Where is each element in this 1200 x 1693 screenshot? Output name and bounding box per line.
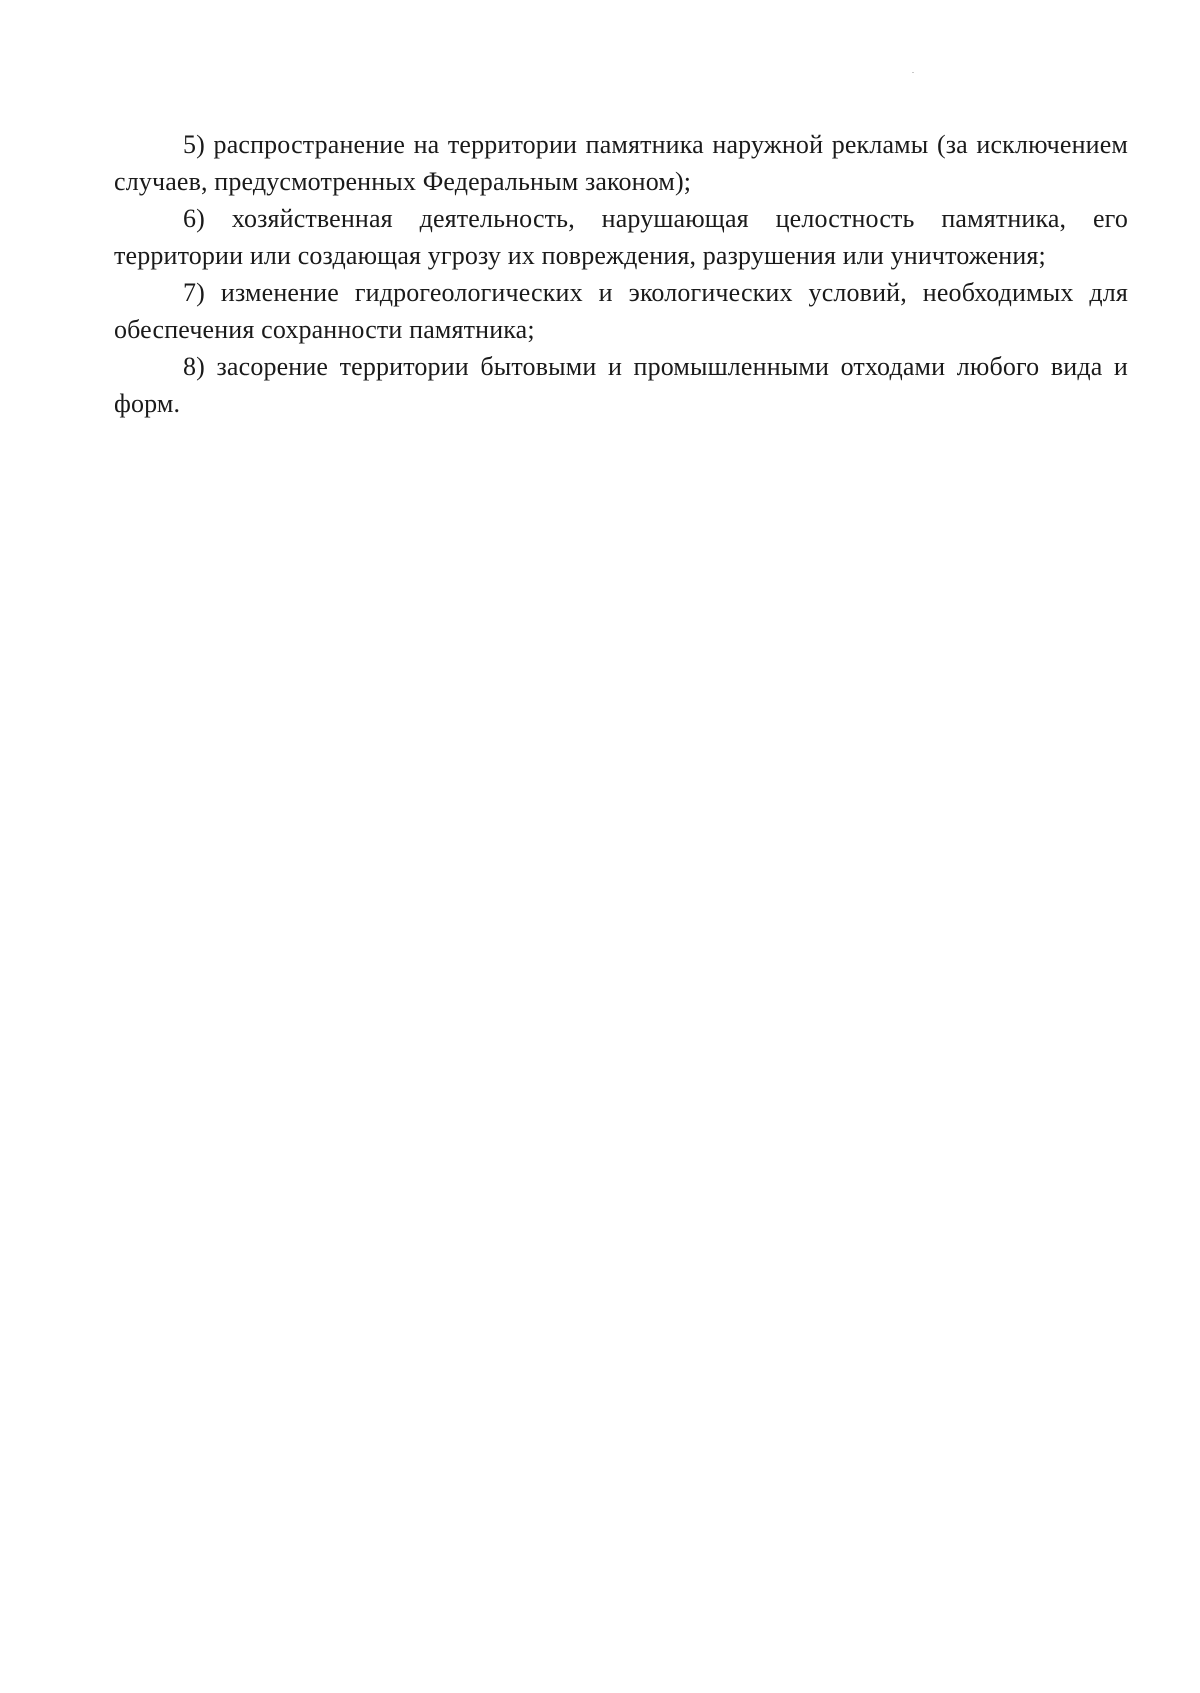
clause-number: 7): [183, 278, 205, 307]
clause-7: [114, 274, 1128, 348]
clause-5: [114, 126, 1128, 200]
clause-8: [114, 348, 1128, 422]
clause-6: [114, 200, 1128, 274]
clause-text: изменение гидрогеологических и экологических условий, необходимых для обеспечения сохранности памятника;: [114, 278, 1129, 344]
clause-text: хозяйственная деятельность, нарушающая целостность памятника, его территории или создающая угрозу их повреждения, разрушения или уничтожения;: [114, 204, 1129, 270]
clause-text: засорение территории бытовыми и промышленными отходами любого вида и форм.: [114, 352, 1128, 418]
clause-number: 6): [183, 204, 205, 233]
clause-number: 8): [183, 352, 205, 381]
clause-number: 5): [183, 130, 205, 159]
document-body: [114, 126, 1128, 422]
scan-mark: [912, 72, 914, 73]
clause-text: распространение на территории памятника наружной рекламы (за исключением случаев, предусмотренных Федеральным законом);: [114, 130, 1129, 196]
